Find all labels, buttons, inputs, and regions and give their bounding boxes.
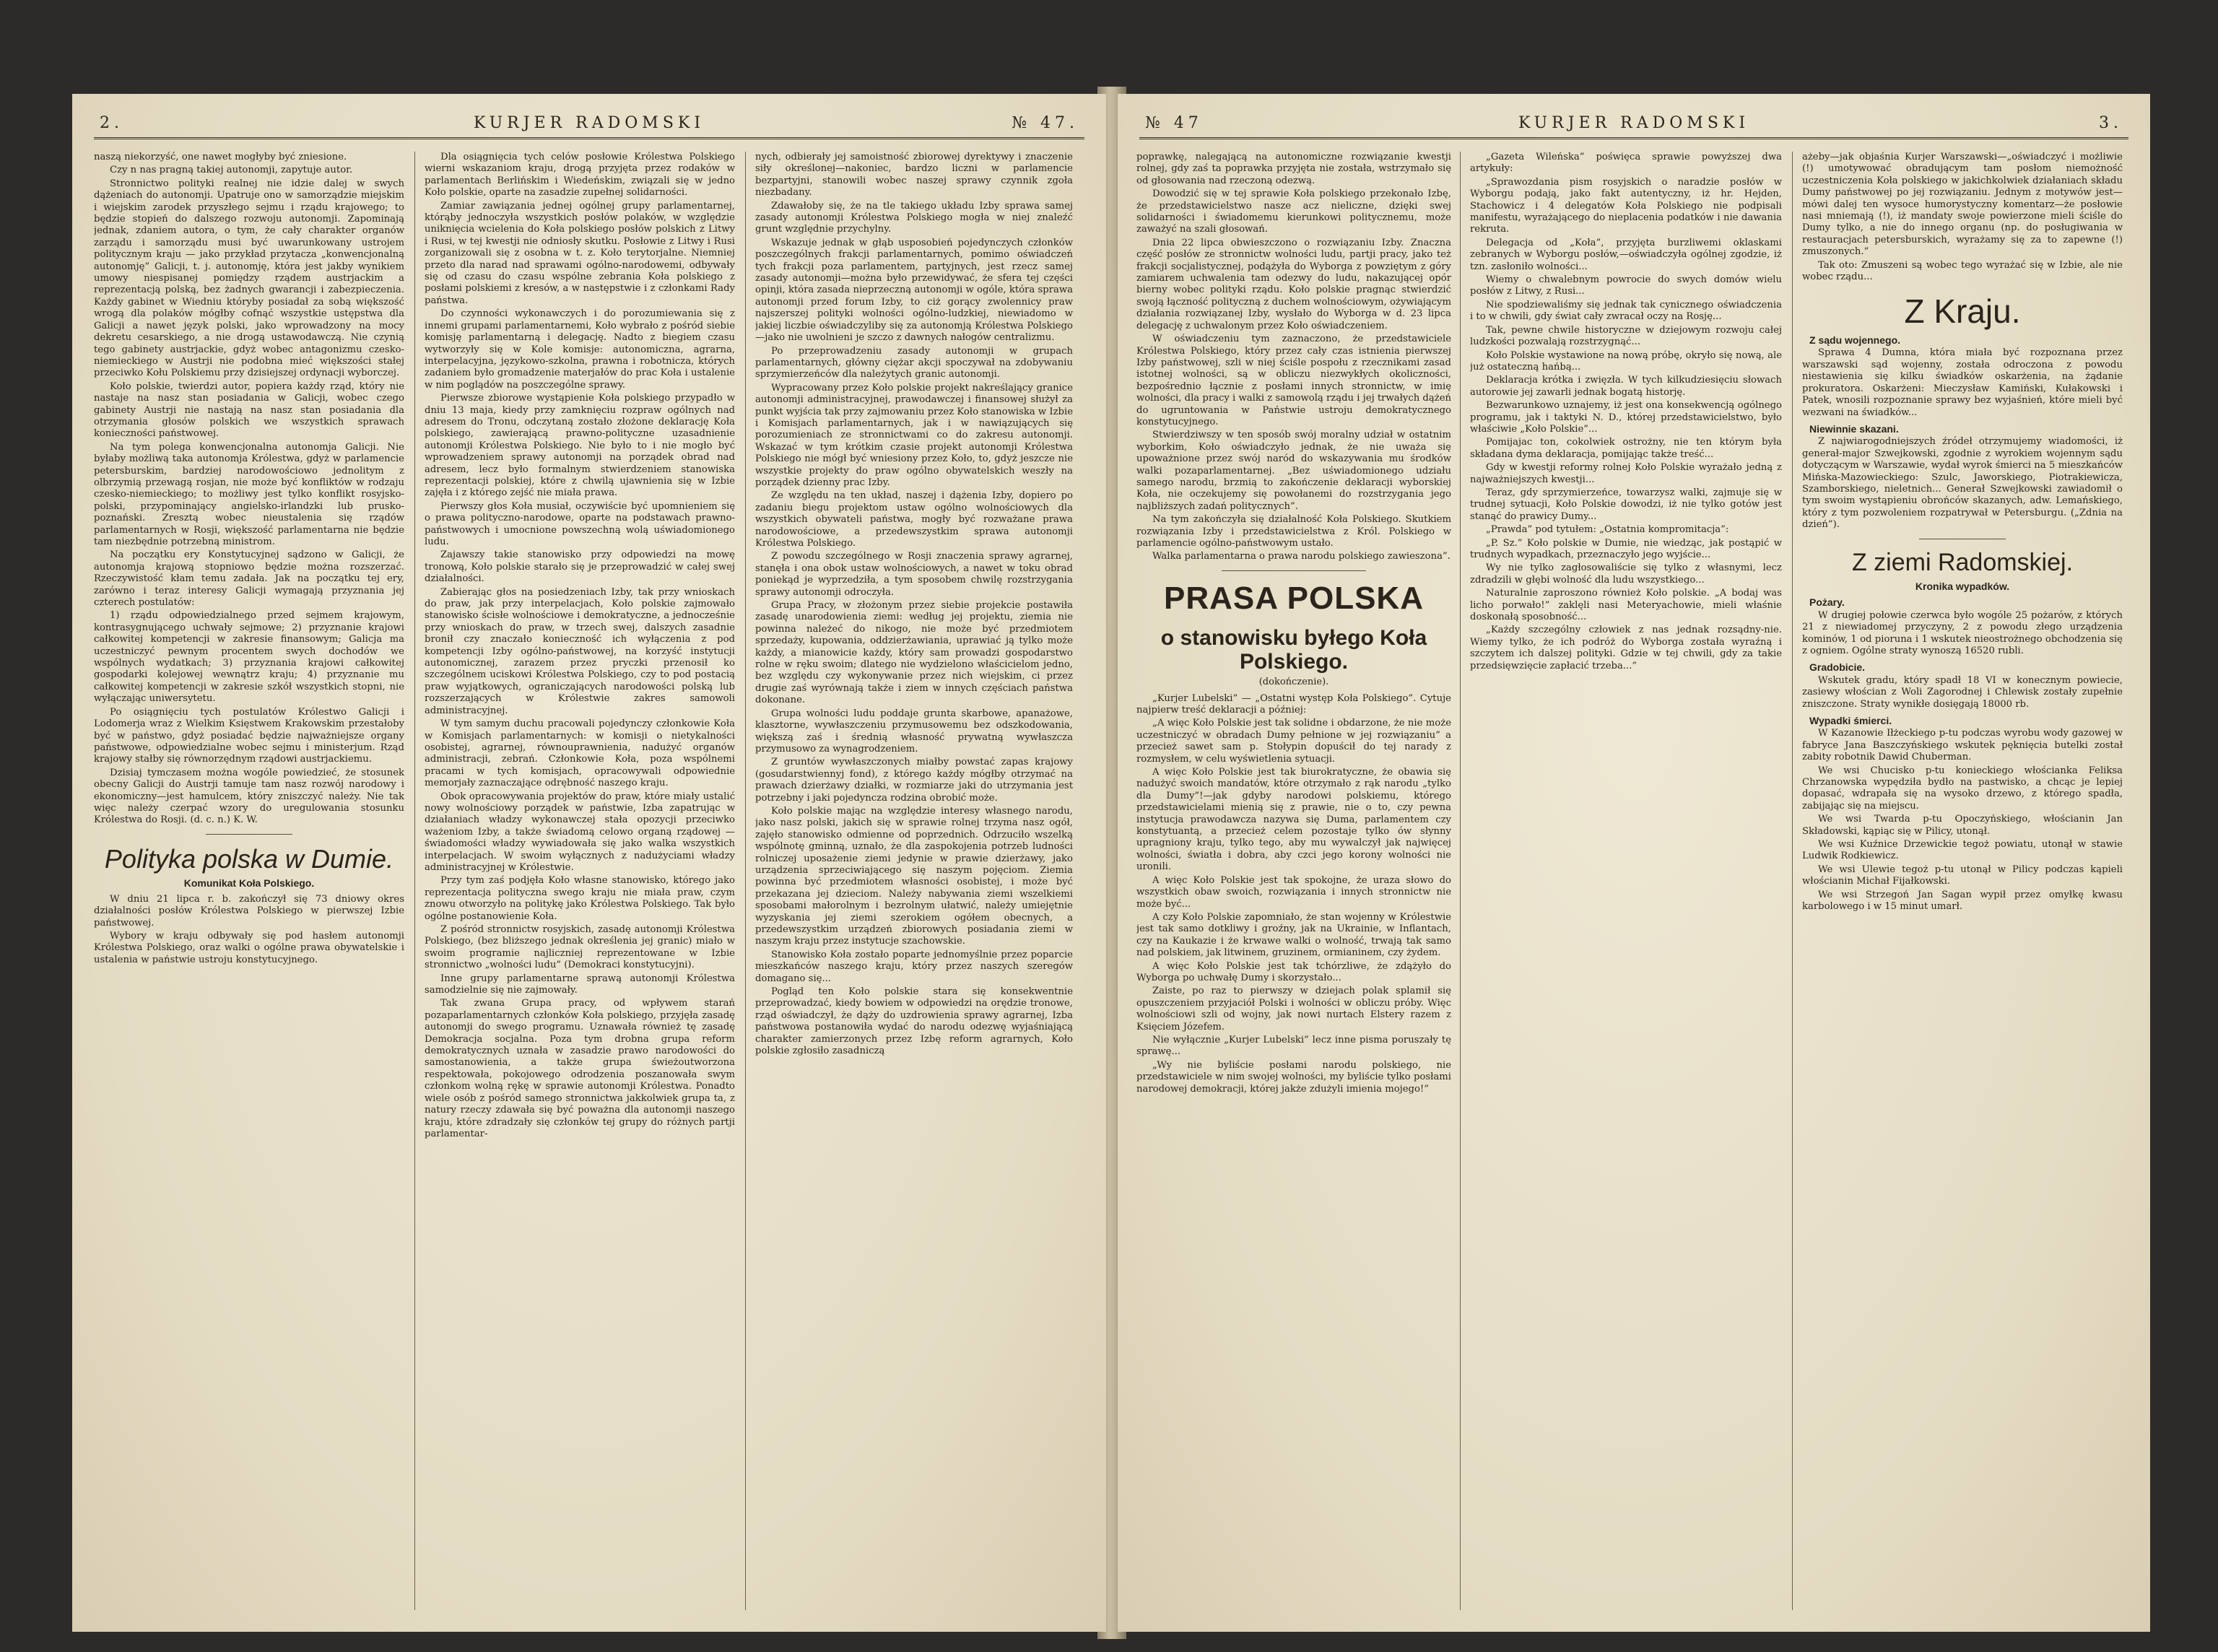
left-column-1	[94, 152, 404, 1610]
right-page	[1118, 94, 2150, 1632]
prasa-subheadline: o stanowisku byłego Koła Polskiego.	[1160, 626, 1427, 674]
news-item-text: W Kazanowie Iłżeckiego p-tu podczas wyrobu wody gazowej w fabryce Jana Baszczyńskiego wskutek pęknięcia butelki został zabity robotnik Dawid Chuberman.	[1802, 728, 2123, 763]
article-paragraph: „Gazeta Wileńska” poświęca sprawie powyższej dwa artykuły:	[1470, 152, 1782, 175]
article-paragraph: Zajawszy takie stanowisko przy odpowiedzi na mowę tronową, Koło polskie starało się je przeprowadzić w całej swej działalności.	[425, 549, 735, 585]
news-item-text: We wsi Chucisko p-tu konieckiego włościanka Feliksa Chrzanowska wypędziła bydło na pastwisko, a chcąc je lepiej dopasać, wdrapała się na wysoko drzewo, z którego spadła, zabijając się na miejscu.	[1802, 765, 2123, 812]
article-paragraph: Zabierając głos na posiedzeniach Izby, tak przy wnioskach do praw, jak przy interpelacjach, Koło polskie zajmowało stanowisko ścisłe wolnościowe i demokratyczne, a jednocześnie przy wnioskach do praw, w trzech swej, dalszych zasadnie bronił czy znaczało konieczność ich wyłączenia z pod kompetencji Izby ogólno-państwowej, na korzyść instytucji autonomicznej, zarazem przez pryczki przenosił ko szczególnem uciskowi Królestwa Polskiego, czy to pod postacią praw wyjątkowych, ograniczających narodowości polską lub rozszerzających w Królestwie zakres samowoli administracyjnej.	[425, 586, 735, 716]
right-masthead: KURJER RADOMSKI	[1518, 114, 1750, 132]
news-item-text: Z najwiarogodniejszych źródeł otrzymujemy wiadomości, iż generał-major Szwejkowski, zgodnie z wyrokiem wojennym sądu dotyczącym w Warszawie, wydał wyrok śmierci na 5 mieszkańców Mińska-Mazowieckiego: Szulc, Jaworskiego, Piotrakiewicza, Szamborskiego, nieletnich... Generał Szwejkowski zawiadomił o tym swoim wystąpieniu obrońców skazanych, adw. Lemańskiego, który z tym pozwoleniem rozpatrywał w Petersburgu. („Zdnia na dzień”).	[1802, 436, 2123, 531]
article-paragraph: Dnia 22 lipca obwieszczono o rozwiązaniu Izby. Znaczna część posłów ze stronnictw wolności ludu, partji pracy, jako też frakcji socjalistycznej, podążyła do Wyborga z powziętym z góry zamiarem uchwalenia tam odezwy do ludu, nakazującej opór bierny wobec polityki rządu. Koło polskie pragnąc stwierdzić swoją łączność polityczną z duchem wolnościowym, ożywiającym działania rozwiązanej Izby, wysłało do Wyborga w d. 23 lipca delegację z uchwalonym przez Koło oświadczeniem.	[1136, 237, 1451, 331]
article-paragraph: Zamiar zawiązania jednej ogólnej grupy parlamentarnej, którąby jednoczyła wszystkich posłów polaków, w względzie uniknięcia wcielenia do Koła polskiego posłów polskich z Litwy i Rusi, w tej kwestji nie odniosły skutku. Posłowie z Litwy i Rusi zorganizowali się z osobna w t. z. Koło terytorjalne. Niemniej przeto dla narad nad sprawami ogólno-narodowemi, odbywały się od czasu do czasu wspólne zebrania Koła polskiego z posłami polskiemi z kresów, a w następstwie i z członkami Rady państwa.	[425, 200, 735, 306]
news-item-heading: Gradobicie.	[1809, 661, 1866, 674]
article-paragraph: Wiemy o chwalebnym powrocie do swych domów wielu posłów z Litwy, z Rusi...	[1470, 274, 1782, 297]
news-item-text: Sprawa 4 Dumna, która miała być rozpoznana przez warszawski sąd wojenny, została odroczona z powodu niestawienia się kilku świadków oskarżenia, na żądanie prokuratora. Oskarżeni: Mieczysław Kamiński, Kułakowski i Patek, wnosili rozpoznanie sprawy bez wyjaśnień, które mieli być wezwani na świadków...	[1802, 347, 2123, 418]
article-paragraph: Nie spodziewaliśmy się jednak tak cynicznego oświadczenia i to w chwili, gdy świat cały zwracał oczy na Rosję...	[1470, 299, 1782, 323]
left-column-2	[425, 152, 735, 1610]
article-paragraph: Pomijajac ton, cokolwiek ostrożny, nie ten którym była składana dyma deklaracja, pomijając także treść...	[1470, 437, 1782, 460]
article-paragraph: Stwierdziwszy w ten sposób swój moralny udział w ostatnim wyborkim, Koło oświadczyło jednak, że nie uważa się upoważnione przez swój naród do wskazywania mu środków walki pozaparlamentarnej. „Bez uświadomionego udziału samego narodu, brzmią to zakończenie deklaracji wyborskiej Koła, nie oczekujemy się powołanemi do rozstrzygania jego najbliższych zadań politycznych”.	[1136, 430, 1451, 512]
article-paragraph: Tak zwana Grupa pracy, od wpływem starań pozaparlamentarnych członków Koła polskiego, przyjęła zasadę autonomji do swego programu. Uznawała również tę zasadę Demokracja socjalna. Poza tym drobna grupa reform demokratycznych uznała w zasadzie prawo narodowości do samostanowienia, a także grupa świeżoutworzona respektowała, pokojowego odrodzenia poszanowała swym członkom wolną rękę w sprawie autonomji Królestwa. Ponadto wiele osób z pośród samego stronnictwa jakkolwiek grupa ta, z natury rzeczy zdawała się być poważna dla autonomji naszego kraju, które zdradzały się członków tej grupy do różnych partji parlamentar-	[425, 998, 735, 1139]
column-rule	[414, 152, 415, 1610]
article-paragraph: poprawkę, nalegającą na autonomiczne rozwiązanie kwestji rolnej, gdy zaś ta poprawka przyjęta nie została, wstrzymało się od głosowania nad rzeczoną odezwą.	[1136, 152, 1451, 186]
article-paragraph: Z gruntów wywłaszczonych miałby powstać zapas krajowy (gosudarstwiennyj fond), z którego każdy mógłby otrzymać na prawach dzierżawy działki, w rozmiarze jaki do utrzymania jest potrzebny i jaki pojedyncza rodzina obrobić może.	[755, 757, 1073, 804]
article-paragraph: Po osiągnięciu tych postulatów Królestwo Galicji i Lodomerja wraz z Wielkim Księstwem Krakowskim przestałoby być w państwo, gdyż posiadać będzie najważniejsze organy państwowe, odpowiedzialne wobec sejmu i ministerjum. Rząd krajowy stałby się równorzędnym rządowi austrjackiemu.	[94, 706, 404, 765]
left-page-number: 2.	[100, 114, 123, 132]
column-rule	[745, 152, 746, 1610]
right-column-2	[1470, 152, 1782, 1610]
section-divider	[206, 834, 292, 835]
article-paragraph: Delegacja od „Koła”, przyjęta burzliwemi oklaskami zebranych w Wyborgu posłów,—oświadczyła ogólnej zgodzie, iż tzn. zasłoniło wolności...	[1470, 237, 1782, 272]
article-paragraph: Koło polskie, twierdzi autor, popiera każdy rząd, który nie nastaje na nasz stan posiadania w Galicji, wobec czego gabinety Austrji nie nastają na nasz stan posiadania dla otrzymania głosów polskich we wszystkich sprawach konieczności państwowej.	[94, 381, 404, 440]
article-paragraph: Tak, pewne chwile historyczne w dziejowym rozwoju całej ludzkości pozwalają rozstrzygnąć...	[1470, 324, 1782, 348]
right-column-1	[1136, 152, 1451, 1610]
article-paragraph: Przy tym zaś podjęła Koło własne stanowisko, którego jako reprezentacja polityczna swego kraju nie miała praw, czym znowu otworzyło na politykę jako Królestwa Polskiego. Tak było ogólne postanowienie Koła.	[425, 875, 735, 922]
article-paragraph: Z powodu szczególnego w Rosji znaczenia sprawy agrarnej, stanęła i ona obok ustaw wolnościowych, a nawet w toku obrad poniekąd je wyprzedziła, a tym sposobem chwilę rozstrzygania sprawy autonomji odroczyła.	[755, 551, 1073, 598]
article-paragraph: nych, odbierały jej samoistność zbiorowej dyrektywy i znaczenie siły określonej—nakoniec, bardzo liczni w parlamencie bezpartyjni, stanowili wobec naszej sprawy czynnik zgoła niezbadany.	[755, 152, 1073, 199]
right-issue-number: № 47	[1145, 114, 1203, 132]
radom-subheading: Kronika wypadków.	[1915, 580, 2010, 592]
news-item-text: W drugiej połowie czerwca było wogóle 25 pożarów, z których 21 z niewiadomej przyczyny, 2 z powodu złego urządzenia kominów, 1 od pioruna i 1 wskutek nieostrożnego obchodzenia się z ogniem. Ogólne straty wynoszą 16520 rubli.	[1802, 609, 2123, 656]
article-paragraph: Zdawałoby się, że na tle takiego układu Izby sprawa samej zasady autonomji Królestwa Polskiego mogła w niej znaleźć grunt względnie przychylny.	[755, 200, 1073, 235]
article-paragraph: „Wy nie byliście posłami narodu polskiego, nie przedstawiciele w nim swojej wolności, my byliście tylko posłami narodowej demokracji, której jakże zdużyli imienia mojego!”	[1136, 1059, 1451, 1095]
article-paragraph: Walka parlamentarna o prawa narodu polskiego zawieszona”.	[1152, 551, 1451, 562]
article-paragraph: naszą niekorzyść, one nawet mogłyby być zniesione.	[94, 152, 347, 162]
article-paragraph: „A więc Koło Polskie jest tak solidne i obdarzone, że nie może uczestniczyć w obradach Dumy pełnione w jej rozwiązaniu” a przecież sawet sam p. Stołypin dopuścił do tej narady z rozmysłem, w celu wyświetlenia sytuacji.	[1136, 718, 1451, 765]
article-paragraph: Stanowisko Koła zostało poparte jednomyślnie przez poparcie mieszkańców naszego kraju, który przez naszych szeregów domagano się...	[755, 949, 1073, 984]
article-paragraph: Tak oto: Zmuszeni są wobec tego wyrażać się w Izbie, ale nie wobec rządu...	[1802, 259, 2123, 283]
news-item-text: We wsi Kuźnice Drzewickie tegoż powiatu, utonął w stawie Ludwik Rodkiewicz.	[1802, 839, 2123, 862]
radom-headline: Z ziemi Radomskiej.	[1851, 548, 2074, 576]
article-paragraph: Na początku ery Konstytucyjnej sądzono w Galicji, że autonomja krajową stopniowo będzie można rozszerzać. Rzeczywistość kłam temu zadała. Jak na początku tej ery, zarówno i teraz interesy Galicji wymagają przyznania jej czterech postulatów:	[94, 549, 404, 609]
article-paragraph: A więc Koło Polskie jest tak biurokratyczne, że obawia się nadużyć swoich mandatów, które otrzymało z rąk narodu „tylko dla Dumy”!—jak gdyby narodowi polskiemu, którego przedstawicielami mienią się z prawie, nie o to, czy pewna instytucja prawodawcza nazywa się Duma, parlamentem czy konstytuantą, a przecież celem pozostaje tylko ów słynny upragniony kraju, tylko tego, aby mu wywalczył jak najwięcej wolności, światła i dobra, aby czci jego korony wolności nie uronili.	[1136, 767, 1451, 873]
article-paragraph: Grupa wolności ludu poddaje grunta skarbowe, apanażowe, klasztorne, wywłaszczeniu przymusowemu bez odszkodowania, większą zaś i średnią własność prywatną wywłaszcza przymusowo za wynagrodzeniem.	[755, 708, 1073, 755]
news-item-heading: Wypadki śmierci.	[1809, 715, 1892, 727]
left-issue-number: № 47.	[1012, 114, 1079, 132]
article-paragraph: Deklaracja krótka i zwięzła. W tych kilkudziesięciu słowach autorowie jej zawarli jednak bogatą historję.	[1470, 375, 1782, 398]
column-rule	[1792, 152, 1793, 1610]
article-paragraph: „Kurjer Lubelski” — „Ostatni występ Koła Polskiego”. Cytuje najpierw treść deklaracji a później:	[1136, 692, 1451, 716]
left-page	[72, 94, 1106, 1632]
news-item-text: We wsi Twarda p-tu Opoczyńskiego, włościanin Jan Składowski, kąpiąc się w Pilicy, utonął.	[1802, 814, 2123, 837]
article-paragraph: W oświadczeniu tym zaznaczono, że przedstawiciele Królestwa Polskiego, który przez cały czas istnienia pierwszej Izby państwowej, szli w niej ściśle pospołu z rzecznikami zasad istotnej wolności, są w obliczu niezwykłych okoliczności, bezpośrednio łącznie z posłami innych stronnictw, w imię wolności, dla pracy i walki z samowolą rządu i jej trwałych dążeń do ugruntowania w Państwie ustroju demokratycznego konstytucyjnego.	[1136, 334, 1451, 427]
article-paragraph: „Sprawozdania pism rosyjskich o naradzie posłów w Wyborgu podają, jako fakt autentyczny, iż hr. Hejden, Stachowicz i 4 delegatów Koła Polskiego nie podpisali manifestu, wyrażającego do nieplacenia podatków i nie dawania rekruta.	[1470, 176, 1782, 235]
article-paragraph: Dowodzić się w tej sprawie Koła polskiego przekonało Izbę, że przedstawicielstwo nasze acz nieliczne, dzięki swej solidarności i świadomemu kierunkowi politycznemu, może zaważyć na szali głosowań.	[1136, 188, 1451, 235]
news-item-heading: Z sądu wojennego.	[1809, 334, 1901, 347]
article-paragraph: W tym samym duchu pracowali pojedynczy członkowie Koła w Komisjach parlamentarnych: w komisji o nietykalności osobistej, agrarnej, równouprawnienia, nadużyć organów administracji, zebrań. Członkowie Koła, poza wspólnemi pracami w tych komisjach, opracowywali odpowiednie memorjały zaznaczające odrębność naszego kraju.	[425, 718, 735, 789]
article-paragraph: Koło polskie mając na względzie interesy własnego narodu, jako nasz polski, jakich się w sprawie rolnej trzyma nasz ogół, zajęło stanowisko odmienne od poprzednich. Odrzuciło wszelką wspólnotę gminną, uznało, że dla zaspokojenia potrzeb ludności rolniczej uposażenie ziemi jedynie w prawie dzierżawy, jako urządzenia sprzeciwiającego się naszym pojęciom. Ziemia powinna być przedmiotem własności osobistej, i może być przekazana jej dzieciom. Należy nabywania ziemi wszelkiemi sposobami małorolnym i bezrolnym ułatwić, należy umiejętnie wyzyskania jej ziemi szerokiem ogółem obecnych, a przedewszystkim urządzeń zbiorowych posiadania ziemi w naszym kraju przez instytucje szachowskie.	[755, 805, 1073, 947]
article-paragraph: „Prawda” pod tytułem: „Ostatnia kompromitacja”:	[1486, 524, 1729, 536]
article-paragraph: Po przeprowadzeniu zasady autonomji w grupach parlamentarnych, główny ciężar akcji spoczywał na zdobywaniu sprzymierzeńców dla należytych granic autonomji.	[755, 345, 1073, 381]
news-item-text: We wsi Ulewie tegoż p-tu utonął w Pilicy podczas kąpieli włościanin Michał Fijałkowski.	[1802, 864, 2123, 887]
continuation-note: (dokończenie).	[1258, 677, 1329, 688]
left-column-3	[755, 152, 1073, 1610]
article-paragraph: Wybory w kraju odbywały się pod hasłem autonomji Królestwa Polskiego, oraz walki o ogólne prawa obywatelskie i ustalenia w państwie ustroju konstytucyjnego.	[94, 930, 404, 965]
news-item-heading: Niewinnie skazani.	[1809, 422, 1899, 435]
article-paragraph: 1) rządu odpowiedzialnego przed sejmem krajowym, kontrasygnującego uchwały sejmowe; 2) przyznanie krajowi całkowitej kompetencji w zakresie finansowym; Galicja ma uczestniczyć pewnym procentem swych dochodów we wspólnych wydatkach; 3) przyznania krajowi całkowitej gospodarki kolejowej wewnątrz kraju; 4) przyznanie mu całkowitej kompetencji w zakresie szkół wszystkich stopni, nie wyłączając uniwersytetu.	[94, 610, 404, 705]
article-paragraph: Dzisiaj tymczasem można wogóle powiedzieć, że stosunek obecny Galicji do Austrji tamuje tam nasz rozwój narodowy i ekonomiczny—jest hamulcem, który zniszczyć należy. Nie tak więc należy czerpać wzory do uregulowania stosunku Królestwa do Rosji. (d. c. n.) K. W.	[94, 767, 404, 826]
article-paragraph: Koło Polskie wystawione na nową próbę, okryło się nową, ale już ostateczną hańbą...	[1470, 349, 1782, 373]
article-paragraph: Grupa Pracy, w złożonym przez siebie projekcie postawiła zasadę unarodowienia ziemi: według jej projektu, ziemia nie powinna należeć do nikogo, nie może być przedmiotem sprzedaży, kupowania, oddzierżawiania, uprawiać ją tylko może każdy, a mianowicie każdy, który sam prowadzi gospodarstwo rolne w ręku swoim; dlatego nie wydzielono właścicielom jedno, bez względu czy wykonywanie przez nich wiejskim, ci przez drugie zaś wyrównają także i ziem w innych częściach państwa dokonane.	[755, 600, 1073, 706]
article-paragraph: Pierwsze zbiorowe wystąpienie Koła polskiego przypadło w dniu 13 maja, kiedy przy zamknięciu rozpraw ogólnych nad adresem do Tronu, odczytaną zostało złożone deklarację Koła polskiego, zawierającą prawno-polityczne uzasadnienie autonomji Królestwa Polskiego. Nie było to i nie mogło być wprowadzeniem sprawy autonomji na porządek obrad nad adresem, lecz było formalnym stwierdzeniem stanowiska reprezentacji polskiej, które z chwilą ujawnienia się w Izbie zajęła i z którego zejść nie miała prawa.	[425, 393, 735, 499]
article-paragraph: Teraz, gdy sprzymierzeńce, towarzysz walki, zajmuje się w trudnej sytuacji, Koło Polskie dowodzi, iż nie tylko gotów jest stanąć do prawicy Dumy...	[1470, 487, 1782, 522]
news-item-text: We wsi Strzegoń Jan Sagan wypił przez omyłkę kwasu karbolowego i w 15 minut umarł.	[1802, 889, 2123, 913]
article-paragraph: Inne grupy parlamentarne sprawą autonomji Królestwa samodzielnie się nie zajmowały.	[425, 973, 735, 996]
right-column-3	[1802, 152, 2123, 1610]
article-paragraph: ażeby—jak objaśnia Kurjer Warszawski—„oświadczyć i możliwie (!) umotywować obradującym tam posłom niemożność uczestniczenia Koła polskiego w jakichkolwiek działaniach składu Dumy państwowej po jej rozwiązaniu. Jednym z motywów jest—mówi dalej ten wysoce humorystyczny komentarz—że posłowie nasi mniemają (!), iż mandaty swoje powierzone mieli ściśle do Dumy tylko, a nie do innego organu (np. do posługiwania w restauracjach petersburskich, wyrażamy się za to zapewne (!) zmuszonych.”	[1802, 152, 2123, 258]
left-masthead: KURJER RADOMSKI	[473, 114, 705, 132]
article-paragraph: Wy nie tylko zagłosowaliście się tylko z własnymi, lecz zdradzili w głębi wolność dla ludu wszystkiego...	[1470, 562, 1782, 586]
article-paragraph: Naturalnie zaproszono również Koło polskie. „A bodaj was licho porwało!” zaklęli nasi Meteryachowie, mieli właśnie doskonałą sposobność...	[1470, 588, 1782, 623]
column-rule	[1460, 152, 1461, 1610]
article-paragraph: Czy n nas pragną takiej autonomji, zapytuje autor.	[110, 165, 353, 176]
article-paragraph: „P. Sz.” Koło polskie w Dumie, nie wiedząc, jak postąpić w trudnych wypadkach, przeznaczyło jego wyjście...	[1470, 537, 1782, 560]
prasa-headline: PRASA POLSKA	[1164, 580, 1424, 616]
article-paragraph: W dniu 21 lipca r. b. zakończył się 73 dniowy okres działalności posłów Królestwa Polskiego w pierwszej Izbie państwowej.	[94, 893, 404, 929]
dumie-headline: Polityka polska w Dumie.	[104, 843, 394, 874]
article-paragraph: Na tym polega konwencjonalna autonomja Galicji. Nie byłaby możliwą taka autonomja Królestwa, gdyż w parlamencie petersburskim, bardziej narodowościowo jednolitym z olbrzymią przewagą rosjan, nie może być konfliktów w rodzaju czesko-niemieckiego; to możliwy jest tylko konflikt rosyjsko-polski, przypominający angielsko-irlandzki lub prusko-poznański. Zresztą wobec nieustalenia się rządów parlamentarnych w Rosji, większość parlamentarna nie będzie tam niezbędnie potrzebną ministrom.	[94, 441, 404, 547]
article-paragraph: Na tym zakończyła się działalność Koła Polskiego. Skutkiem rozwiązania Izby i przedstawicielstwa z Król. Polskiego w parlamencie ogólno-państwowym ustało.	[1136, 514, 1451, 549]
article-paragraph: A więc Koło Polskie jest tak tchórzliwe, że zdążyło do Wyborga po uchwałę Dumy i skorzystało...	[1136, 960, 1451, 983]
article-paragraph: Nie wyłącznie „Kurjer Lubelski” lecz inne pisma poruszały tę sprawę...	[1136, 1034, 1451, 1058]
article-paragraph: Wypracowany przez Koło polskie projekt nakreślający granice autonomji administracyjnej, prawodawczej i finansowej służył za punkt wyjścia tak przy zajmowaniu przez Koło stanowiska w Izbie i Komisjach parlamentarnych, jak i w nawiązujących się porozumieniach ze stronnictwami co do zakresu autonomji. Wskazać w tym krótkim czasie projekt autonomji Królestwa Polskiego nie mógł być wniesiony przez Koło, to, gdyż jeszcze nie wszystkie projekty do praw ogólno obywatelskich weszły na porządek dzienny prac Izby.	[755, 382, 1073, 488]
article-paragraph: Pierwszy głos Koła musiał, oczywiście być upomnieniem się o prawa polityczno-narodowe, oparte na podstawach prawno-państwowych i umocnione powszechną wolą uświadomionego ludu.	[425, 500, 735, 547]
dumie-subheading: Komunikat Koła Polskiego.	[183, 877, 315, 890]
article-paragraph: Obok opracowywania projektów do praw, które miały ustalić nowy wolnościowy porządek w państwie, Izba zapatrując w działaniach władzy wykonawczej stała opozycji przeciwko ważeniom Izby, a także świadomą celowo organą rządowej — świadomości władzy wywiadowała się jako walka wszystkich interpelacjach. W swoim wyłącznych z nadużyciami władzy administracyjnej w Królestwie.	[425, 791, 735, 873]
article-paragraph: Do czynności wykonawczych i do porozumiewania się z innemi grupami parlamentarnemi, Koło wybrało z pośród siebie komisję parlamentarną i delegację. Nadto z biegiem czasu wytworzyły się w Kole komisje: autonomiczna, agrarna, interpelacyjna, językowo-szkolna, prawna i robotnicza, których zadaniem było gromadzenie materjałów do prac Koła i ustalenie w nim poglądów na poszczególne sprawy.	[425, 308, 735, 391]
article-paragraph: „Każdy szczególny człowiek z nas jednak rozsądny-nie. Wiemy tylko, że ich podróż do Wyborga została wyraźną i szczytem ich dalszej polityki. Gdzie w tej chwili, gdy za takie przedsięwzięcie zapłacić trzeba...”	[1470, 625, 1782, 671]
article-paragraph: A czy Koło Polskie zapomniało, że stan wojenny w Królestwie jest tak samo dotkliwy i groźny, jak na Ukrainie, w Inflantach, czy na Kaukazie i że krwawe walki o wolność, trwają tak samo nad polskiem, jak litwinem, gruzinem, ormianinem, czy żydem.	[1136, 911, 1451, 959]
left-page-header	[94, 111, 1084, 139]
article-paragraph: Dla osiągnięcia tych celów posłowie Królestwa Polskiego wierni wskazaniom kraju, drogą przyjęta przez rodaków w parlamentach Berlińskim i Wiedeńskim, związali się w jedno Koło polskie, oparte na zasadzie zupełnej solidarności.	[425, 152, 735, 199]
right-page-number: 3.	[2099, 114, 2123, 132]
news-item-heading: Pożary.	[1809, 596, 1845, 609]
article-paragraph: Z pośród stronnictw rosyjskich, zasadę autonomji Królestwa Polskiego, (bez bliższego jednak określenia jej granic) miało w swoim programie najliczniej reprezentowane w Izbie stronnictwo „wolności ludu” (Demokraci konstytucyjni).	[425, 924, 735, 971]
article-paragraph: Ze względu na ten układ, naszej i dążenia Izby, dopiero po zadaniu biegu projektom ustaw ogólno wolnościowych dla wszystkich obywateli państwa, mogły być rozważane prawa narodowościowe, a przedewszystkim sprawa autonomji Królestwa Polskiego.	[755, 490, 1073, 549]
article-paragraph: Stronnictwo polityki realnej nie idzie dalej w swych dążeniach do autonomji. Upatruje ono w samorządzie miejskim i wiejskim zarodek przyszłego sejmu i rządu krajowego; to będzie stopień do dalszego rozwoju autonomji. Zapominają jednak, zdaniem autora, o tym, że cały charakter organów zarządu i samorządu musi być uwarunkowany ustrojem politycznym kraju — jako przykład przytacza „konwencjonalną autonomję” Galicji, t. j. autonomję, która jest jakby wynikiem umowy niespisanej pomiędzy rządem austrjackim a reprezentacją polską, bez żadnych gwarancji i zabezpieczenia. Każdy gabinet w Wiedniu któryby posiadał za sobą większość wrogą dla polaków mógłby cofnąć wszystkie ustępstwa dla Galicji a nawet język polski, jako wprowadzony na mocy dekretu cesarskiego, a nie drogą ustawodawczą. Nie czynią tego gabinety austrjackie, gdyż wobec antagonizmu czesko-niemieckiego w Austrji nie podobna mieć większości stałej przeciwko Kołu Polskiemu przy dzisiejszej ordynacji wyborczej.	[94, 178, 404, 379]
section-divider	[1222, 570, 1366, 571]
article-paragraph: Pogląd ten Koło polskie stara się konsekwentnie przeprowadzać, kiedy bowiem w odpowiedzi na orędzie tronowe, rząd oświadczył, że dąży do uzdrowienia sprawy agrarnej, Izba państwowa postanowiła wydać do narodu odezwę wyjaśniającą charakter zamierzonych przez Izbę reform agrarnych, Koło polskie zgłosiło zasadniczą	[755, 986, 1073, 1057]
article-paragraph: Bezwarunkowo uznajemy, iż jest ona konsekwencją ogólnego programu, jak i taktyki N. D., której przedstawicielstwo, było właściwie „Koło Polskie”...	[1470, 400, 1782, 435]
kraju-headline: Z Kraju.	[1904, 292, 2021, 331]
right-page-header	[1139, 111, 2128, 139]
article-paragraph: Zaiste, po raz to pierwszy w dziejach polak splamił się opuszczeniem przyjaciół Polski i wolności w obliczu próby. Więc wolnościowi szli od wojny, jak nowi nurtach Elstery razem z Księciem Józefem.	[1136, 986, 1451, 1032]
news-item-text: Wskutek gradu, który spadł 18 VI w konecznym powiecie, zasiewy włościan z Woli Zagorodnej i Chlewisk zostały zupełnie zniszczone. Straty wynikłe dosięgają 18000 rb.	[1802, 674, 2123, 710]
article-paragraph: Gdy w kwestji reformy rolnej Koło Polskie wyrażało jedną z najważniejszych kwestji...	[1470, 462, 1782, 485]
article-paragraph: Wskazuje jednak w głąb usposobień pojedynczych członków poszczególnych frakcji parlamentarnych, pomimo oświadczeń tych frakcji poza parlamentem, partyjnych, jest rzecz samej zasady autonomji—można było przewidywać, że sfera tej części opinji, która zasada nieprzeczną autonomji w ogóle, która sprawa autonomji przed forum Izby, to ciż gorący zwolennicy praw najszerszej polityki wolności ogólno-ludzkiej, niewiadomo w jakiej liczbie oświadczyliby się za autonomją Królestwa Polskiego—jako nie uwolnieni je szczo z dawnych nałogów centralizmu.	[755, 237, 1073, 344]
article-paragraph: A więc Koło Polskie jest tak spokojne, że uraza słowo do wszystkich obaw swoich, rozwiązania i innych stronnictw nie może być...	[1136, 874, 1451, 910]
